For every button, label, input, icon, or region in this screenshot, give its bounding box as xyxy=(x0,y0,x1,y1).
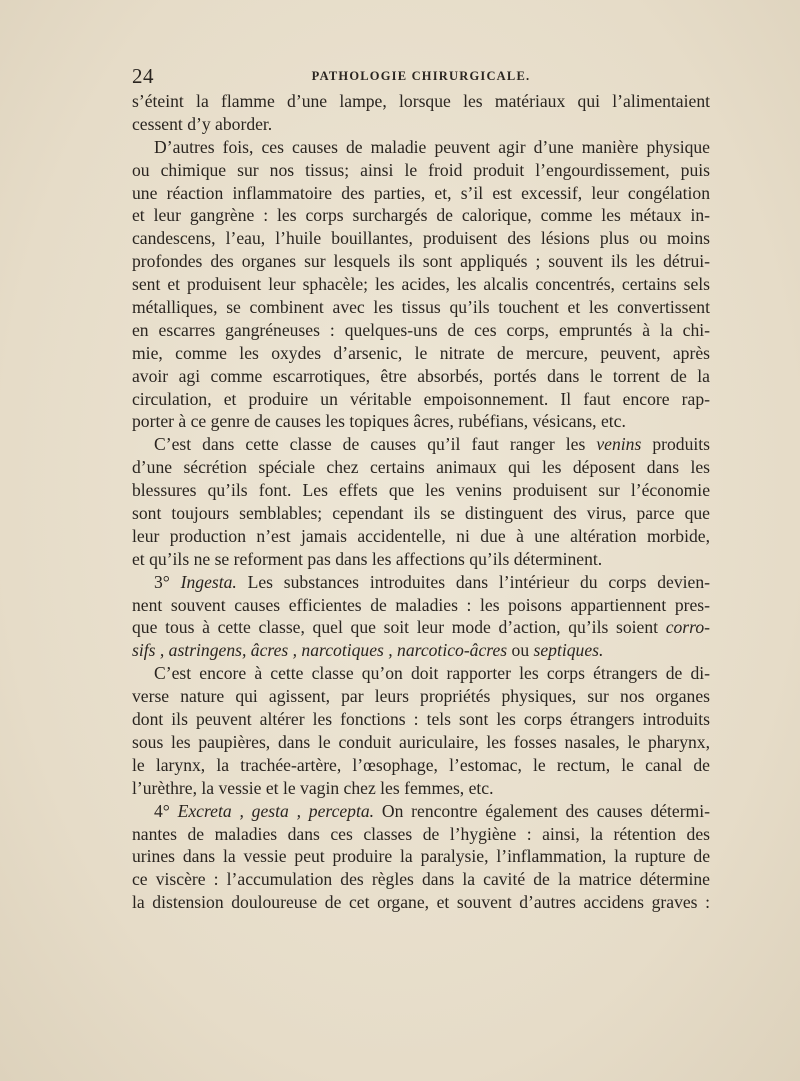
text-line xyxy=(132,250,710,273)
text-line xyxy=(132,594,710,617)
body-text xyxy=(132,90,710,914)
text-line xyxy=(132,159,710,182)
text-line xyxy=(132,479,710,502)
text-run: l’urèthre, la vessie et le vagin chez les femmes, etc. xyxy=(132,777,494,798)
text-line xyxy=(132,754,710,777)
page-header xyxy=(132,64,710,88)
italic-text: venins xyxy=(596,434,642,455)
text-run: 3° xyxy=(154,571,181,592)
text-line xyxy=(132,800,710,823)
text-run: le larynx, la trachée-artère, l’œsophage, l’estomac, le rectum, le canal de xyxy=(132,754,710,775)
text-line xyxy=(132,204,710,227)
text-run: 4° xyxy=(154,800,178,821)
text-run: D’autres fois, ces causes de maladie peuvent agir d’une manière physique xyxy=(154,136,710,157)
text-run: circulation, et produire un véritable empoisonnement. Il faut encore rap- xyxy=(132,388,710,409)
text-line xyxy=(132,410,710,433)
text-line xyxy=(132,342,710,365)
page-number: 24 xyxy=(132,64,154,88)
text-line xyxy=(132,227,710,250)
text-run: que tous à cette classe, quel que soit leur mode d’action, qu’ils soient xyxy=(132,617,666,638)
text-run: ce viscère : l’accumulation des règles dans la cavité de la matrice détermine xyxy=(132,869,710,890)
text-run: ou chimique sur nos tissus; ainsi le froid produit l’engourdissement, puis xyxy=(132,159,710,180)
text-line xyxy=(132,296,710,319)
text-line xyxy=(132,731,710,754)
text-line xyxy=(132,823,710,846)
text-line xyxy=(132,639,710,662)
text-run: ou xyxy=(507,640,534,661)
text-line xyxy=(132,525,710,548)
text-line xyxy=(132,273,710,296)
text-run: et qu’ils ne se reforment pas dans les affections qu’ils déterminent. xyxy=(132,548,603,569)
text-line xyxy=(132,502,710,525)
text-run: d’une sécrétion spéciale chez certains animaux qui les déposent dans les xyxy=(132,457,710,478)
text-line xyxy=(132,662,710,685)
text-run: urines dans la vessie peut produire la paralysie, l’inflammation, la rupture de xyxy=(132,846,710,867)
text-line xyxy=(132,136,710,159)
text-run: C’est encore à cette classe qu’on doit rapporter les corps étrangers de di- xyxy=(154,663,710,684)
text-line xyxy=(132,113,710,136)
text-run: cessent d’y aborder. xyxy=(132,113,273,134)
text-line xyxy=(132,616,710,639)
text-line xyxy=(132,90,710,113)
text-run: candescens, l’eau, l’huile bouillantes, produisent des lésions plus ou moins xyxy=(132,228,710,249)
text-run: verse nature qui agissent, par leurs propriétés physiques, sur nos organes xyxy=(132,686,710,707)
text-run: produits xyxy=(641,434,710,455)
text-run: et leur gangrène : les corps surchargés de calorique, comme les métaux in- xyxy=(132,205,710,226)
text-run: mie, comme les oxydes d’arsenic, le nitrate de mercure, peuvent, après xyxy=(132,342,710,363)
italic-text: sifs , astringens, âcres , narcotiques , narcotico-âcres xyxy=(132,640,508,661)
text-run: métalliques, se combinent avec les tissus qu’ils touchent et les convertissent xyxy=(132,297,710,318)
text-line xyxy=(132,433,710,456)
running-title: PATHOLOGIE CHIRURGICALE. xyxy=(311,69,531,83)
italic-text: septiques. xyxy=(533,640,604,661)
text-run: en escarres gangréneuses : quelques-uns de ces corps, empruntés à la chi- xyxy=(132,319,710,340)
text-run: C’est dans cette classe de causes qu’il faut ranger les xyxy=(154,434,597,455)
text-run: nantes de maladies dans ces classes de l’hygiène : ainsi, la rétention des xyxy=(132,823,710,844)
italic-text: corro- xyxy=(665,617,710,638)
text-run: sous les paupières, dans le conduit auriculaire, les fosses nasales, le pharynx, xyxy=(132,731,710,752)
text-run: Les substances introduites dans l’intérieur du corps devien- xyxy=(236,571,711,592)
text-line xyxy=(132,388,710,411)
text-line xyxy=(132,365,710,388)
text-line xyxy=(132,891,710,914)
text-run: avoir agi comme escarrotiques, être absorbés, portés dans le torrent de la xyxy=(132,365,710,386)
text-run: blessures qu’ils font. Les effets que les venins produisent sur l’économie xyxy=(132,480,710,501)
text-line xyxy=(132,182,710,205)
text-run: une réaction inflammatoire des parties, et, s’il est excessif, leur congélation xyxy=(132,182,710,203)
text-run: la distension douloureuse de cet organe, et souvent d’autres accidens graves : xyxy=(132,892,710,913)
text-line xyxy=(132,685,710,708)
italic-text: Excreta , gesta , percepta. xyxy=(177,800,375,821)
text-line xyxy=(132,548,710,571)
text-line xyxy=(132,708,710,731)
text-run: s’éteint la flamme d’une lampe, lorsque les matériaux qui l’alimentaient xyxy=(132,91,710,111)
text-line xyxy=(132,777,710,800)
text-run: sent et produisent leur sphacèle; les acides, les alcalis concentrés, certains sels xyxy=(132,274,710,295)
text-line xyxy=(132,571,710,594)
text-run: dont ils peuvent altérer les fonctions : tels sont les corps étrangers introduits xyxy=(132,709,710,730)
text-run: profondes des organes sur lesquels ils sont appliqués ; souvent ils les détrui- xyxy=(132,251,710,272)
text-line xyxy=(132,456,710,479)
text-run: leur production n’est jamais accidentelle, ni due à une altération morbide, xyxy=(132,525,710,546)
text-run: nent souvent causes efficientes de maladies : les poisons appartiennent pres- xyxy=(132,594,710,615)
text-line xyxy=(132,845,710,868)
italic-text: Ingesta. xyxy=(180,571,237,592)
text-line xyxy=(132,868,710,891)
text-line xyxy=(132,319,710,342)
text-run: sont toujours semblables; cependant ils se distinguent des virus, parce que xyxy=(132,503,710,524)
text-run: On rencontre également des causes détermi- xyxy=(374,800,710,821)
text-run: porter à ce genre de causes les topiques âcres, rubéfians, vésicans, etc. xyxy=(132,411,626,432)
